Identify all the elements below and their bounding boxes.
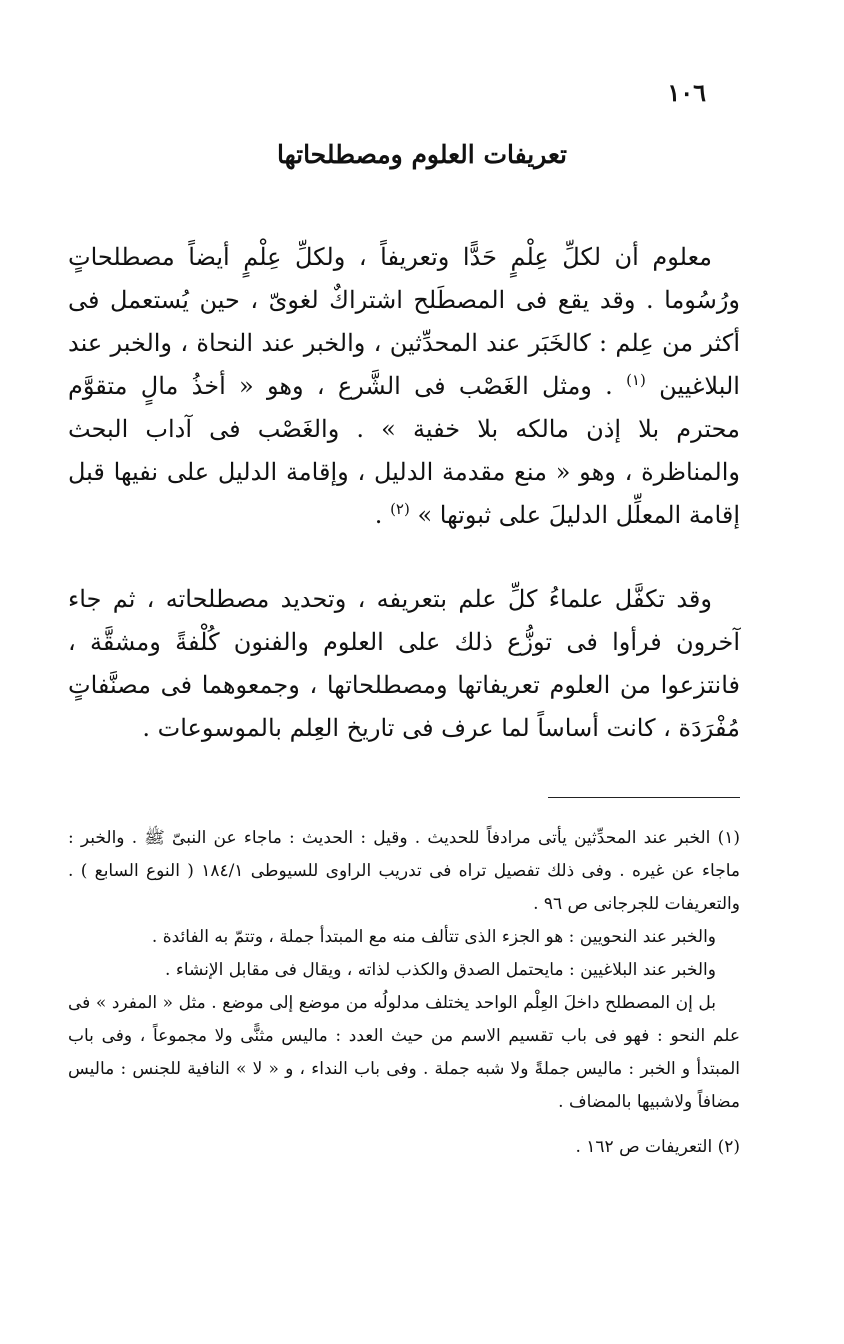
paragraph-text xyxy=(68,236,740,537)
paragraph-2-text: وقد تكفَّل علماءُ كلِّ علم بتعريفه ، وتحديد مصطلحاته ، ثم جاء آخرون فرأوا فى توزُّع ذلك على العلوم والفنون كُلْفةً ومشقَّة ، فانتزعوا من العلوم تعريفاتها ومصطلحاتها ، وجمعوهما فى مصنَّفاتٍ مُفْرَدَة ، كانت أساساً لما عرف فى تاريخ العِلم بالموسوعات . xyxy=(68,585,740,742)
footnote-1-balagha: والخبر عند البلاغيين : مايحتمل الصدق والكذب لذاته ، ويقال فى مقابل الإنشاء . xyxy=(165,960,716,980)
footnote-ref-1: (١) xyxy=(626,371,646,389)
body-paragraph-2 xyxy=(68,578,740,750)
page-title: تعريفات العلوم ومصطلحاتها xyxy=(276,140,568,169)
footnote-1-mufrad: بل إن المصطلح داخلَ العِلْم الواحد يختلف مدلولُه من موضع إلى موضع . مثل « المفرد » فى علم النحو : فهو فى باب تقسيم الاسم من حيث العدد : ماليس مثنًّى ولا مجموعاً ، وفى باب المبتدأ و الخبر : ماليس جملةً ولا شبه جملة . وفى باب النداء ، و « لا » النافية للجنس : ماليس مضافاً ولاشبيها بالمضاف . xyxy=(68,993,740,1112)
paragraph-1-text: معلوم أن لكلِّ عِلْمٍ حَدًّا وتعريفاً ، ولكلِّ عِلْمٍ أيضاً مصطلحاتٍ ورُسُوما . وقد يقع فى المصطَلح اشتراكٌ لغوىّ ، حين يُستعمل فى أكثر من عِلم : كالخَبَر عند المحدِّثين ، والخبر عند النحاة ، والخبر عند البلاغيين xyxy=(68,243,740,400)
footnote-1: (١) الخبر عند المحدِّثين يأتى مرادفاً للحديث . وقيل : الحديث : ماجاء عن النبىّ ﷺ . والخبر : ماجاء عن غيره . وفى ذلك تفصيل تراه فى تدريب الراوى للسيوطى ١٨٤/١ ( النوع السابع ) . والتعريفات للجرجانى ص ٩٦ . xyxy=(68,828,740,914)
footnote-1-continuation xyxy=(68,921,740,1119)
footnote-separator xyxy=(548,797,740,798)
body-paragraph-1 xyxy=(68,236,740,537)
footnotes xyxy=(68,822,740,1164)
paragraph-1-end: . xyxy=(374,501,383,529)
footnote-2: (٢) التعريفات ص ١٦٢ . xyxy=(575,1137,740,1157)
page-number: ١٠٦ xyxy=(667,78,706,107)
footnote-1-nahw: والخبر عند النحويين : هو الجزء الذى تتألف منه مع المبتدأ جملة ، وتتمّ به الفائدة . xyxy=(151,927,716,947)
footnote-ref-2: (٢) xyxy=(390,500,410,518)
paragraph-1-text-cont: . ومثل الغَصْب فى الشَّرع ، وهو « أخذُ مالٍ متقوَّم محترم بلا إذن مالكه بلا خفية » . والغَصْب فى آداب البحث والمناظرة ، وهو « منع مقدمة الدليل ، وإقامة الدليل على نفيها قبل إقامة المعلِّل الدليلَ على ثبوتها » xyxy=(68,372,740,529)
